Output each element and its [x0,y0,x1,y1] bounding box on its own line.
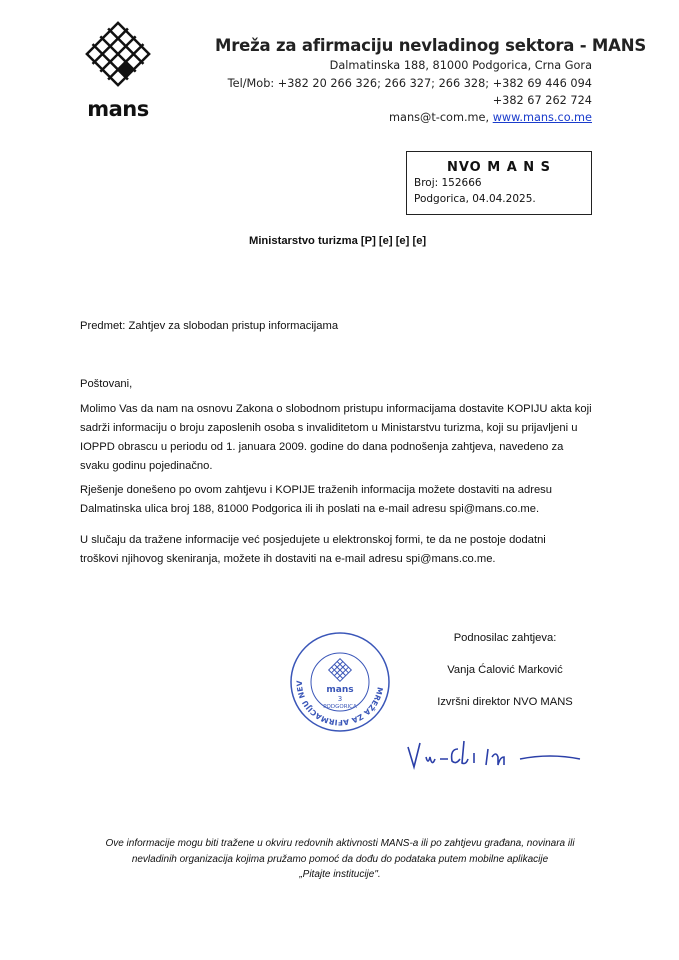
org-contact [389,111,592,124]
reference-number: Broj: 152666 [414,177,482,189]
logo-wordmark: mans [87,97,149,121]
handwritten-signature [400,735,590,775]
org-name: Mreža za afirmaciju nevladinog sektora - MANS [215,36,647,55]
subject: Predmet: Zahtjev za slobodan pristup informacijama [80,320,339,332]
signature-label: Podnosilac zahtjeva: [453,632,557,644]
footer-line-1: Ove informacije mogu biti tražene u okviru redovnih aktivnosti MANS-a ili po zahtjevu građana, novinara ili [105,838,575,849]
footer-note [60,836,620,883]
org-phones: Tel/Mob: +382 20 266 326; 266 327; 266 328; +382 69 446 094 [227,77,592,90]
seal-icon [288,630,392,734]
signatory-role: Izvršni direktor NVO MANS [437,696,573,708]
paragraph-delivery: Rješenje donešeno po ovom zahtjevu i KOPIJE traženih informacija možete dostaviti na adresu Dalmatinska ulica broj 188, 81000 Podgorica ili ih poslati na e-mail adresu spi@mans.co.me. [80,484,552,515]
org-email: mans@t-com.me, [389,111,493,124]
org-website-link[interactable]: www.mans.co.me [492,111,592,124]
place-date: Podgorica, 04.04.2025. [414,193,536,205]
registry-stamp-box [406,151,592,215]
seal-number: 3 [337,695,343,703]
mans-logo [82,18,154,121]
org-phone-extra: +382 67 262 724 [492,94,592,107]
seal-city: PODGORICA [323,704,357,710]
paragraph-electronic: U slučaju da tražene informacije već posjedujete u elektronskoj formi, te da ne postoje dodatni troškovi njihovog skeniranja, možete ih dostaviti na e-mail adresu spi@mans.co.me. [80,534,546,565]
greeting: Poštovani, [80,378,133,390]
seal-ring-text: MREŽA ZA AFIRMACIJU NEV [294,680,385,728]
official-seal [288,630,392,739]
footer-line-3: „Pitajte institucije". [299,869,381,880]
paragraph-request: Molimo Vas da nam na osnovu Zakona o slobodnom pristupu informacijama dostavite KOPIJU akta koji sadrži informaciju o broju zaposlenih osoba s invaliditetom u Ministarstvu turizma, koji su prijavljeni u IOPPD obrascu u periodu od 1. januara 2009. godine do dana podnošenja zahtjeva, navedeno za svaku godinu pojedinačno. [80,403,592,472]
stamp-title: NVO M A N S [446,160,552,175]
grid-logo-icon [82,18,154,90]
org-address: Dalmatinska 188, 81000 Podgorica, Crna Gora [329,59,592,72]
signatory-name: Vanja Ćalović Marković [447,664,563,676]
recipient: Ministarstvo turizma [P] [e] [e] [e] [249,235,427,247]
footer-line-2: nevladinih organizacija kojima pružamo pomoć da dođu do podataka putem mobilne aplikacije [131,853,549,865]
seal-center-text: mans [326,685,354,695]
